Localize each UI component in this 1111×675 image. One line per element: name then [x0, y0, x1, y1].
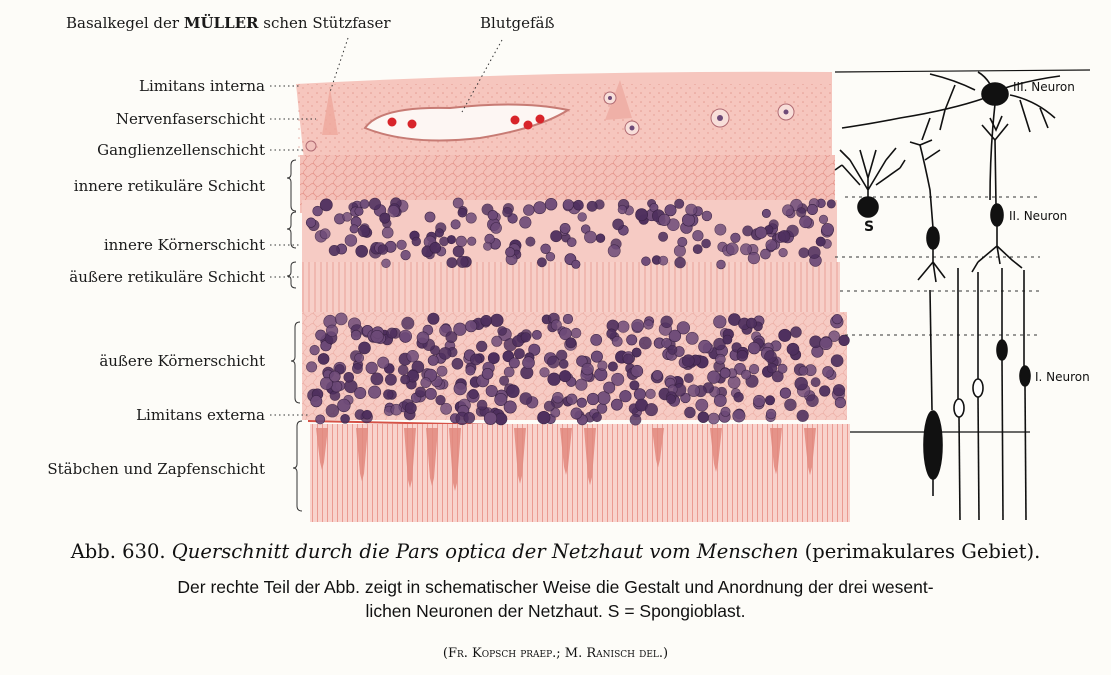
nucleus: [737, 350, 748, 361]
nucleus: [345, 235, 357, 247]
nucleus: [457, 256, 468, 267]
label-neuron-one: I. Neuron: [1035, 370, 1090, 384]
nucleus: [715, 354, 725, 364]
nucleus: [521, 333, 531, 343]
nucleus: [693, 230, 704, 241]
nucleus: [780, 388, 791, 399]
nucleus: [696, 399, 708, 411]
nucleus: [563, 314, 573, 324]
nucleus: [584, 231, 596, 243]
nucleus: [483, 242, 491, 250]
nucleus: [306, 362, 316, 372]
nucleus: [797, 410, 809, 422]
caption-credit: (Fr. Kopsch praep.; M. Ranisch del.): [442, 646, 669, 661]
nucleus: [504, 367, 514, 377]
nucleus: [491, 314, 504, 327]
nucleus: [320, 199, 332, 211]
nucleus: [548, 373, 561, 386]
nucleus: [454, 382, 467, 395]
nucleus: [785, 399, 797, 411]
nucleus: [316, 330, 326, 340]
nucleus: [486, 385, 497, 396]
nucleus: [435, 229, 444, 238]
nucleus: [466, 366, 475, 375]
nucleus: [371, 373, 383, 385]
nucleus: [675, 199, 684, 208]
nucleus: [611, 399, 622, 410]
nucleus: [741, 370, 750, 379]
nucleus: [658, 232, 667, 241]
nucleus: [807, 204, 817, 214]
nucleus: [509, 358, 519, 368]
tissue-layers: [296, 72, 850, 522]
nucleus: [352, 363, 362, 373]
label-muller-suffix: schen Stützfaser: [258, 14, 391, 32]
nucleus: [469, 389, 479, 399]
nucleus: [760, 249, 770, 259]
nucleus: [378, 245, 388, 255]
label-staebchen-zapfenschicht: Stäbchen und Zapfenschicht: [47, 460, 265, 478]
nucleus: [572, 260, 580, 268]
nucleus: [366, 362, 378, 374]
nucleus: [407, 350, 419, 362]
nucleus: [316, 415, 325, 424]
nucleus: [378, 357, 389, 368]
nucleus: [782, 205, 793, 216]
nucleus: [686, 332, 698, 344]
nucleus: [587, 393, 599, 405]
nucleus: [833, 384, 845, 396]
label-spongioblast: S: [864, 219, 875, 235]
nucleus: [399, 330, 411, 342]
nucleus: [447, 258, 457, 268]
nucleus: [835, 397, 846, 408]
nucleus: [417, 332, 429, 344]
nucleus: [341, 414, 350, 423]
label-innere-retikulaere-schicht: innere retikuläre Schicht: [73, 177, 265, 195]
nucleus: [453, 246, 464, 257]
nucleus: [714, 316, 727, 329]
nucleus: [645, 403, 657, 415]
nucleus: [492, 336, 502, 346]
nucleus: [329, 371, 340, 382]
nucleus: [552, 392, 563, 403]
nucleus: [441, 403, 452, 414]
nucleus: [748, 342, 760, 354]
nucleus: [608, 245, 620, 257]
nucleus: [592, 413, 601, 422]
nucleus: [748, 252, 760, 264]
nucleus: [481, 315, 492, 326]
nucleus: [618, 205, 627, 214]
nucleus: [425, 212, 435, 222]
caption-title: Querschnitt durch die Pars optica der Netzhaut vom Menschen: [171, 540, 799, 563]
nucleus: [574, 200, 584, 210]
nucleus: [639, 337, 651, 349]
nucleus: [514, 349, 524, 359]
nucleus: [646, 389, 656, 399]
nucleus: [749, 364, 759, 374]
nucleus: [604, 382, 615, 393]
nucleus: [631, 365, 643, 377]
nucleus: [306, 218, 316, 228]
nucleus: [740, 244, 751, 255]
nucleus: [779, 329, 791, 341]
nucleus: [454, 323, 467, 336]
nucleus: [439, 347, 451, 359]
nucleus: [397, 240, 407, 250]
nucleus: [484, 412, 497, 425]
nucleus: [823, 366, 834, 377]
nucleus: [491, 223, 502, 234]
nucleus: [808, 246, 820, 258]
label-neuron-two: II. Neuron: [1009, 209, 1068, 223]
nucleus: [636, 209, 648, 221]
label-blood-vessel: Blutgefäß: [480, 14, 555, 32]
nucleus: [720, 368, 730, 378]
nucleus: [665, 205, 676, 216]
nucleus: [538, 411, 551, 424]
nucleus: [387, 328, 397, 338]
nucleus: [698, 412, 709, 423]
nucleus: [458, 208, 467, 217]
nucleus: [344, 372, 354, 382]
nucleus: [498, 326, 507, 335]
nucleus: [464, 412, 475, 423]
caption-line-3: lichen Neuronen der Netzhaut. S = Spongioblast.: [365, 601, 746, 621]
nucleus: [659, 214, 671, 226]
nucleus: [733, 410, 745, 422]
label-muller-prefix: Basalkegel der: [66, 14, 184, 32]
nucleus: [787, 343, 799, 355]
nucleus: [567, 238, 576, 247]
nucleus: [755, 227, 767, 239]
nucleus: [355, 353, 364, 362]
nucleus: [811, 378, 820, 387]
nucleus: [520, 217, 532, 229]
nucleus: [499, 376, 508, 385]
nucleus: [425, 388, 436, 399]
nucleus: [819, 386, 830, 397]
nucleus: [578, 213, 587, 222]
nucleus: [726, 243, 738, 255]
nucleus: [318, 353, 329, 364]
nucleus: [467, 237, 476, 246]
nucleus: [559, 360, 568, 369]
nucleus: [831, 355, 843, 367]
nucleus: [685, 407, 696, 418]
nucleus: [731, 233, 741, 243]
neuron-schematic: [835, 70, 1090, 520]
nucleus: [765, 396, 774, 405]
nucleus: [668, 345, 677, 354]
nucleus: [416, 387, 426, 397]
nucleus: [405, 403, 416, 414]
nucleus: [532, 330, 541, 339]
label-ganglienzellenschicht: Ganglienzellenschicht: [97, 141, 265, 159]
nucleus: [503, 207, 513, 217]
nucleus: [470, 354, 481, 365]
photoreceptor-neurons: [924, 268, 1030, 520]
caption-number: Abb. 630.: [70, 540, 166, 563]
nucleus: [659, 256, 668, 265]
nucleus: [452, 358, 463, 369]
nucleus: [402, 317, 414, 329]
nucleus: [567, 394, 578, 405]
nucleus: [326, 404, 339, 417]
nucleus: [547, 356, 559, 368]
nucleus: [674, 245, 685, 256]
nucleus: [437, 366, 447, 376]
nucleus: [753, 395, 765, 407]
nucleus: [368, 386, 380, 398]
nucleus: [682, 214, 694, 226]
nucleus: [765, 351, 777, 363]
nucleus: [682, 355, 694, 367]
nucleus: [608, 362, 617, 371]
label-nervenfaserschicht: Nervenfaserschicht: [115, 110, 265, 128]
label-limitans-externa: Limitans externa: [136, 406, 265, 424]
nucleus: [551, 231, 562, 242]
nucleus: [559, 370, 570, 381]
nucleus: [623, 354, 633, 364]
label-aeussere-koernerschicht: äußere Körnerschicht: [99, 352, 265, 370]
nucleus: [717, 260, 726, 269]
nucleus: [520, 393, 532, 405]
nucleus: [428, 355, 438, 365]
nucleus: [779, 248, 788, 257]
nucleus: [360, 200, 369, 209]
nucleus: [534, 202, 546, 214]
nucleus: [684, 374, 693, 383]
nucleus: [796, 208, 806, 218]
nucleus: [355, 207, 363, 215]
nucleus: [822, 223, 834, 235]
nucleus: [504, 401, 516, 413]
nucleus: [582, 363, 594, 375]
nucleus: [540, 368, 550, 378]
nucleus: [715, 224, 726, 235]
nucleus: [699, 340, 712, 353]
nucleus: [612, 336, 622, 346]
nucleus: [767, 363, 777, 373]
nucleus: [627, 335, 637, 345]
nucleus: [632, 319, 644, 331]
nucleus: [675, 257, 686, 268]
nucleus: [571, 328, 581, 338]
nucleus: [526, 237, 535, 246]
nucleus: [577, 398, 587, 408]
nucleus: [778, 364, 787, 373]
nucleus: [839, 335, 850, 346]
nucleus: [507, 385, 520, 398]
caption-description: [0, 575, 1111, 623]
nucleus: [766, 409, 776, 419]
nucleus: [465, 321, 476, 332]
nucleus: [702, 239, 711, 248]
nucleus: [451, 220, 460, 229]
nucleus: [401, 250, 411, 260]
nucleus: [383, 390, 393, 400]
nucleus: [545, 198, 557, 210]
nucleus: [456, 236, 467, 247]
nucleus: [544, 401, 554, 411]
nucleus: [359, 342, 371, 354]
nucleus: [746, 318, 756, 328]
nucleus: [421, 378, 431, 388]
nucleus: [591, 351, 602, 362]
nucleus: [358, 225, 369, 236]
nucleus: [669, 330, 681, 342]
nucleus: [523, 205, 534, 216]
nucleus: [799, 248, 809, 258]
nucleus: [832, 314, 842, 324]
caption-title-line: [0, 540, 1111, 563]
nucleus: [380, 213, 390, 223]
nucleus: [371, 330, 384, 343]
nucleus: [734, 392, 744, 402]
caption-subtitle: (perimakulares Gebiet).: [798, 540, 1041, 563]
nucleus: [728, 376, 740, 388]
nucleus: [620, 390, 632, 402]
nucleus: [596, 234, 605, 243]
nucleus: [686, 204, 697, 215]
nucleus: [587, 201, 597, 211]
nucleus: [477, 400, 487, 410]
nucleus: [391, 404, 402, 415]
caption-line-2: Der rechte Teil der Abb. zeigt in schematischer Weise die Gestalt und Anordnung der drei wesent-: [177, 577, 934, 597]
nucleus: [688, 385, 700, 397]
nucleus: [766, 240, 777, 251]
nucleus: [598, 361, 608, 371]
nucleus: [708, 413, 719, 424]
nucleus: [632, 348, 641, 357]
nucleus: [563, 200, 574, 211]
nucleus: [326, 325, 338, 337]
spongioblast: [835, 148, 905, 217]
nucleus: [466, 213, 476, 223]
nucleus: [440, 237, 449, 246]
nucleus: [806, 395, 818, 407]
nucleus: [762, 209, 770, 217]
nucleus: [355, 387, 366, 398]
nucleus: [343, 212, 352, 221]
nucleus: [476, 341, 487, 352]
nucleus: [335, 313, 347, 325]
label-muller-name: MÜLLER: [183, 14, 259, 32]
nucleus: [546, 252, 555, 261]
nucleus: [385, 374, 396, 385]
nucleus: [618, 321, 630, 333]
nucleus: [714, 394, 726, 406]
nucleus: [369, 198, 381, 210]
nucleus: [482, 368, 493, 379]
nucleus: [350, 225, 358, 233]
nucleus: [537, 258, 546, 267]
nucleus: [591, 334, 602, 345]
nucleus: [630, 381, 639, 390]
nucleus: [630, 414, 641, 425]
nucleus: [571, 408, 582, 419]
nucleus: [382, 259, 391, 268]
nucleus: [693, 245, 702, 254]
nucleus: [644, 320, 654, 330]
nucleus: [338, 399, 351, 412]
nucleus: [523, 357, 535, 369]
nucleus: [666, 395, 675, 404]
nucleus: [356, 245, 368, 257]
nucleus: [488, 210, 498, 220]
nucleus: [723, 335, 732, 344]
nucleus: [708, 371, 721, 384]
nucleus: [412, 237, 421, 246]
nucleus: [310, 345, 320, 355]
label-innere-koernerschicht: innere Körnerschicht: [103, 236, 265, 254]
nucleus: [428, 313, 439, 324]
nucleus: [661, 316, 673, 328]
nucleus: [778, 230, 790, 242]
nucleus: [382, 227, 393, 238]
nucleus: [642, 257, 651, 266]
label-neuron-three: III. Neuron: [1013, 80, 1075, 94]
layer-brackets: [287, 160, 302, 511]
nucleus: [721, 407, 730, 416]
nucleus: [311, 396, 322, 407]
nucleus: [363, 410, 372, 419]
nucleus: [816, 237, 825, 246]
nucleus: [634, 389, 645, 400]
nucleus: [791, 327, 802, 338]
nucleus: [827, 200, 835, 208]
label-muller-fibre: [66, 14, 391, 32]
nucleus: [820, 337, 833, 350]
nucleus: [795, 377, 808, 390]
nucleus: [551, 320, 561, 330]
nucleus: [566, 338, 576, 348]
nucleus: [576, 379, 588, 391]
nucleus: [329, 245, 339, 255]
nucleus: [505, 248, 514, 257]
nucleus: [401, 375, 410, 384]
nucleus: [613, 219, 624, 230]
label-aeussere-retikulaere-schicht: äußere retikuläre Schicht: [69, 268, 265, 286]
nucleus: [560, 223, 570, 233]
nucleus: [652, 370, 662, 380]
nucleus: [800, 216, 812, 228]
nucleus: [430, 242, 441, 253]
nucleus: [398, 365, 408, 375]
nucleus: [678, 237, 687, 246]
nucleus: [799, 366, 808, 375]
nucleus: [351, 330, 361, 340]
nucleus: [702, 211, 712, 221]
nucleus: [320, 229, 330, 239]
label-limitans-interna: Limitans interna: [138, 77, 265, 95]
nucleus: [819, 215, 828, 224]
